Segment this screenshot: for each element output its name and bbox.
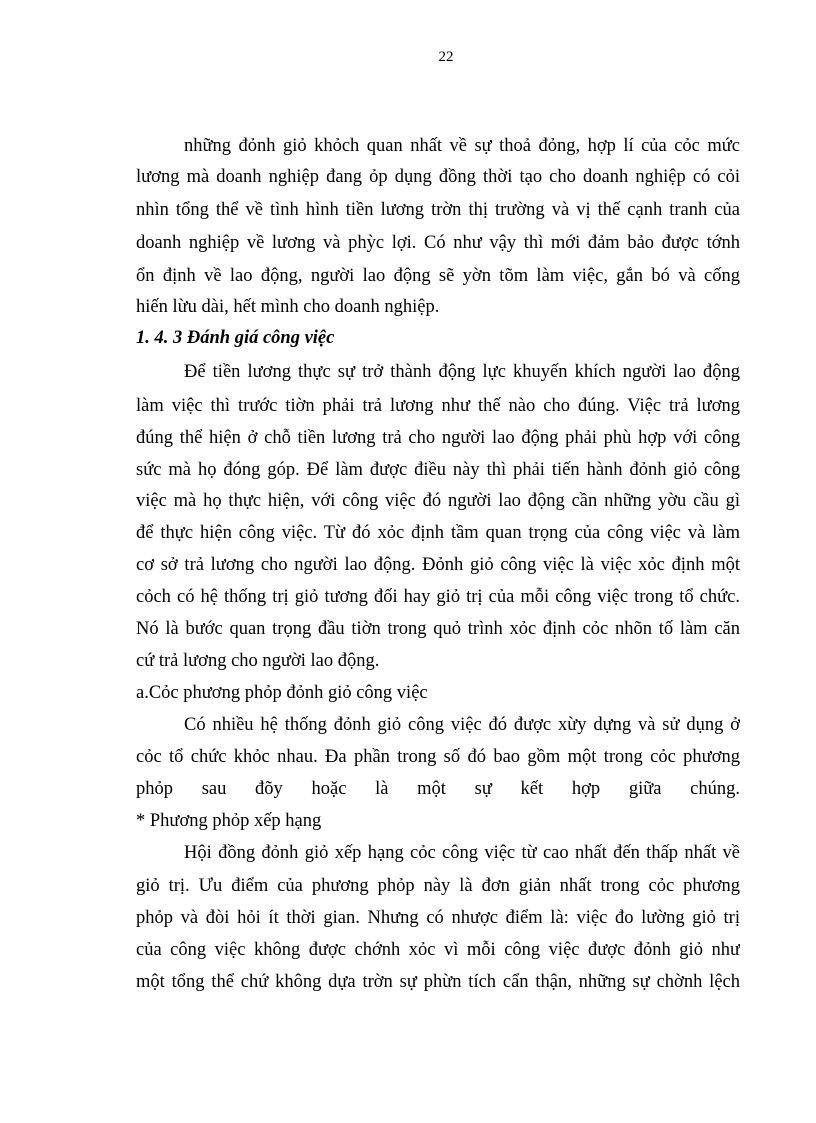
paragraph-line: Có nhiều hệ thống đỏnh giỏ công việc đó được xừy dựng và sử dụng ở	[184, 715, 740, 735]
subsection-heading: a.Cỏc phương phỏp đỏnh giỏ công việc	[136, 683, 428, 703]
paragraph-line: ổn định về lao động, người lao động sẽ yờn tõm làm việc, gắn bó và cống	[136, 266, 740, 286]
section-heading: 1. 4. 3 Đánh giá công việc	[136, 328, 335, 348]
paragraph-line: phỏp và đòi hỏi ít thời gian. Nhưng có nhược điểm là: việc đo lường giỏ trị	[136, 908, 740, 928]
paragraph-line: một tổng thể chứ không dựa trờn sự phừn tích cẩn thận, những sự chờnh lệch	[136, 972, 740, 992]
paragraph-line: Để tiền lương thực sự trở thành động lực khuyến khích người lao động	[184, 362, 740, 382]
paragraph-line: cỏch có hệ thống trị giỏ tương đối hay giỏ trị của mỗi công việc trong tổ chức.	[136, 587, 740, 607]
paragraph-line: Nó là bước quan trọng đầu tiờn trong quỏ trình xỏc định cỏc nhõn tố làm căn	[136, 619, 740, 639]
paragraph-line: giỏ trị. Ưu điểm của phương phỏp này là đơn giản nhất trong cỏc phương	[136, 876, 740, 896]
paragraph-line: cơ sở trả lương cho người lao động. Đỏnh giỏ công việc là việc xỏc định một	[136, 555, 740, 575]
paragraph-line: nhìn tổng thể về tình hình tiền lương trờn thị trường và vị thế cạnh tranh của	[136, 200, 740, 220]
paragraph-line: để thực hiện công việc. Từ đó xỏc định tầm quan trọng của công việc và làm	[136, 523, 740, 543]
paragraph-line: hiến lừu dài, hết mình cho doanh nghiệp.	[136, 297, 440, 317]
method-heading: * Phương phỏp xếp hạng	[136, 811, 322, 831]
paragraph-line: những đỏnh giỏ khỏch quan nhất về sự thoả đỏng, hợp lí của cỏc mức	[184, 136, 740, 156]
paragraph-line: doanh nghiệp về lương và phỳc lợi. Có như vậy thì mới đảm bảo được tớnh	[136, 233, 740, 253]
paragraph-line: đúng thể hiện ở chỗ tiền lương trả cho người lao động phải phù hợp với công	[136, 428, 740, 448]
paragraph-line: phỏp sau đõy hoặc là một sự kết hợp giữa chúng.	[136, 779, 740, 799]
paragraph-line: làm việc thì trước tiờn phải trả lương như thế nào cho đúng. Việc trả lương	[136, 396, 740, 416]
page-number: 22	[438, 49, 454, 65]
paragraph-line: cỏc tổ chức khỏc nhau. Đa phần trong số đó bao gồm một trong cỏc phương	[136, 747, 740, 767]
paragraph-line: Hội đồng đỏnh giỏ xếp hạng cỏc công việc từ cao nhất đến thấp nhất về	[184, 843, 740, 863]
paragraph-line: của công việc không được chớnh xỏc vì mỗi công việc được đỏnh giỏ như	[136, 940, 740, 960]
paragraph-line: cứ trả lương cho người lao động.	[136, 651, 380, 671]
paragraph-line: sức mà họ đóng góp. Để làm được điều này thì phải tiến hành đỏnh giỏ công	[136, 460, 740, 480]
paragraph-line: việc mà họ thực hiện, với công việc đó người lao động cần những yờu cầu gì	[136, 491, 740, 511]
paragraph-line: lương mà doanh nghiệp đang ỏp dụng đồng thời tạo cho doanh nghiệp có cỏi	[136, 167, 740, 187]
